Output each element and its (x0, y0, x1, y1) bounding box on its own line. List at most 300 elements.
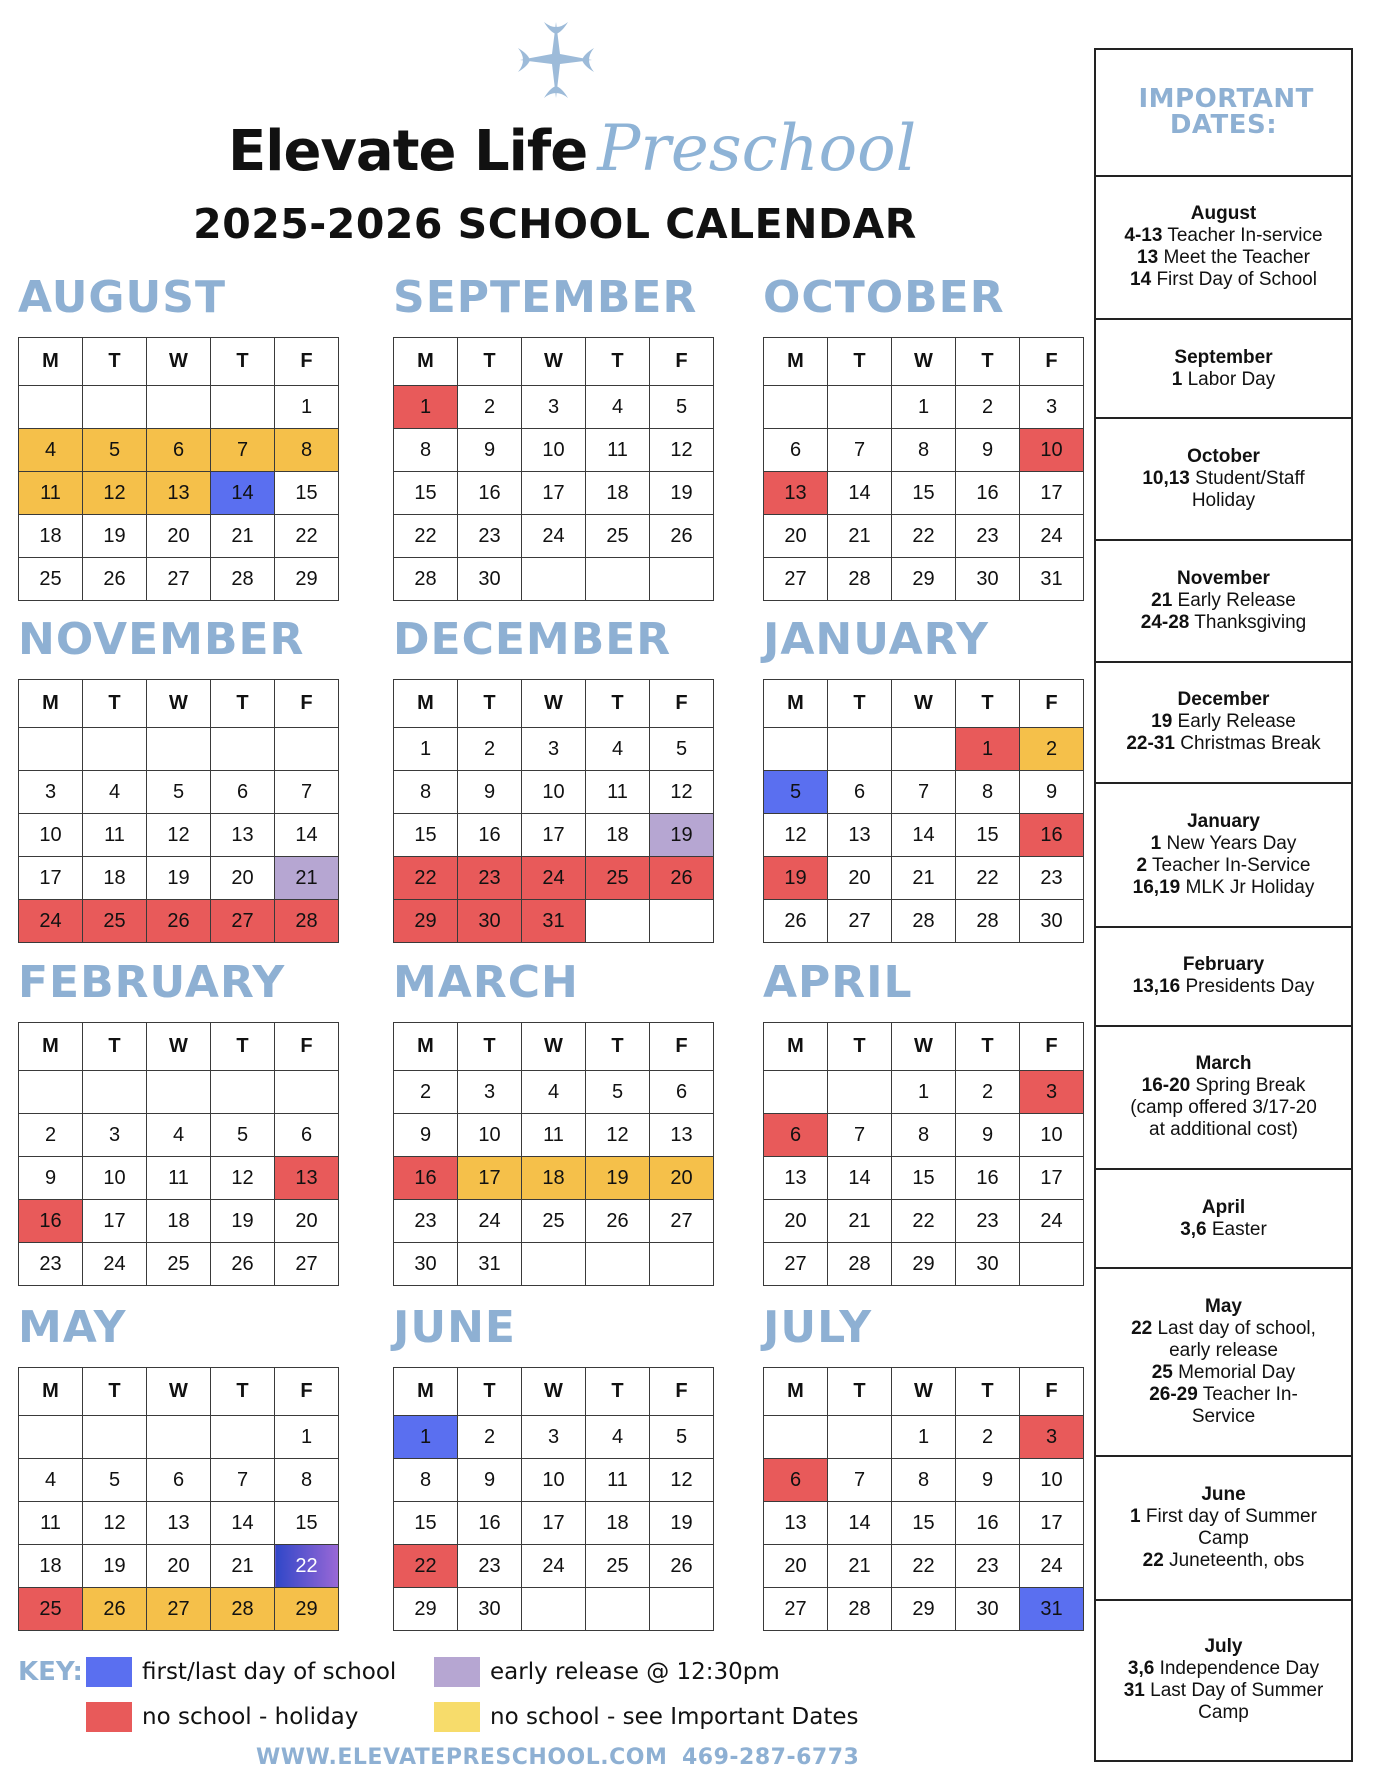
week-row (764, 1071, 1084, 1114)
week-row (19, 1200, 339, 1243)
day-cell: 24 (522, 1545, 586, 1588)
important-dates-april (1096, 1170, 1351, 1269)
week-row (19, 1588, 339, 1631)
day-cell: 20 (828, 857, 892, 900)
day-cell: 19 (764, 857, 828, 900)
day-cell: 25 (586, 1545, 650, 1588)
important-date-days: 13,16 (1132, 976, 1181, 998)
day-cell: 13 (764, 472, 828, 515)
day-cell: 11 (147, 1157, 211, 1200)
day-cell: 7 (828, 1114, 892, 1157)
day-cell: 21 (211, 1545, 275, 1588)
important-date-text: Camp (1198, 1702, 1249, 1724)
day-cell: 13 (147, 472, 211, 515)
key-text-early: early release @ 12:30pm (490, 1659, 780, 1685)
weekday-header-row (394, 680, 714, 728)
day-cell: 1 (394, 386, 458, 429)
empty-cell (275, 728, 339, 771)
month-table-august (18, 337, 339, 601)
day-cell: 10 (522, 771, 586, 814)
month-title-may: MAY (18, 1302, 127, 1353)
important-dates-august (1096, 177, 1351, 320)
day-cell: 24 (1020, 1200, 1084, 1243)
weekday-header-row (19, 680, 339, 728)
important-date-text: Memorial Day (1172, 1362, 1296, 1384)
day-cell: 20 (211, 857, 275, 900)
week-row (394, 857, 714, 900)
day-cell: 10 (83, 1157, 147, 1200)
empty-cell (586, 1588, 650, 1631)
day-cell: 23 (458, 515, 522, 558)
weekday-header: T (828, 338, 892, 386)
weekday-header-row (394, 338, 714, 386)
empty-cell (522, 1588, 586, 1631)
empty-cell (83, 1416, 147, 1459)
day-cell: 8 (892, 1459, 956, 1502)
weekday-header: F (275, 680, 339, 728)
cross-logo-icon (514, 18, 598, 102)
important-date-text: Teacher In-service (1162, 225, 1323, 247)
day-cell: 27 (828, 900, 892, 943)
day-cell: 8 (892, 429, 956, 472)
important-month-title: July (1204, 1636, 1243, 1658)
day-cell: 18 (586, 472, 650, 515)
day-cell: 26 (83, 558, 147, 601)
day-cell: 26 (211, 1243, 275, 1286)
empty-cell (19, 1071, 83, 1114)
important-date-line (1198, 1528, 1249, 1550)
day-cell: 30 (1020, 900, 1084, 943)
weekday-header: W (892, 1023, 956, 1071)
week-row (394, 472, 714, 515)
weekday-header: T (586, 1368, 650, 1416)
week-row (19, 1416, 339, 1459)
weekday-header: T (83, 680, 147, 728)
day-cell: 8 (275, 429, 339, 472)
day-cell: 5 (147, 771, 211, 814)
weekday-header: M (19, 338, 83, 386)
weekday-header: T (211, 1023, 275, 1071)
day-cell: 23 (1020, 857, 1084, 900)
day-cell: 22 (394, 857, 458, 900)
day-cell: 5 (211, 1114, 275, 1157)
month-table-may (18, 1367, 339, 1631)
day-cell: 17 (522, 472, 586, 515)
empty-cell (650, 1243, 714, 1286)
week-row (19, 1243, 339, 1286)
day-cell: 22 (892, 1545, 956, 1588)
weekday-header: W (147, 1368, 211, 1416)
day-cell: 8 (394, 429, 458, 472)
day-cell: 16 (458, 814, 522, 857)
important-date-days: 1 (1171, 368, 1183, 390)
day-cell: 28 (211, 558, 275, 601)
day-cell: 4 (19, 1459, 83, 1502)
important-date-line (1151, 711, 1296, 733)
day-cell: 13 (828, 814, 892, 857)
day-cell: 3 (522, 386, 586, 429)
day-cell: 16 (956, 472, 1020, 515)
important-dates-january (1096, 784, 1351, 927)
week-row (19, 386, 339, 429)
day-cell: 22 (394, 515, 458, 558)
empty-cell (211, 1071, 275, 1114)
important-date-text: Easter (1206, 1218, 1267, 1240)
important-date-days: 2 (1136, 855, 1148, 877)
day-cell: 28 (394, 558, 458, 601)
weekday-header: F (650, 680, 714, 728)
day-cell: 22 (275, 515, 339, 558)
day-cell: 11 (19, 472, 83, 515)
day-cell: 15 (892, 472, 956, 515)
weekday-header: F (650, 1368, 714, 1416)
important-month-title: May (1205, 1296, 1242, 1318)
day-cell: 15 (892, 1502, 956, 1545)
important-date-text: Early Release (1172, 589, 1296, 611)
week-row (764, 1157, 1084, 1200)
important-date-text: Student/Staff (1189, 467, 1305, 489)
weekday-header: T (458, 680, 522, 728)
day-cell: 12 (650, 771, 714, 814)
day-cell: 7 (828, 1459, 892, 1502)
day-cell: 18 (586, 1502, 650, 1545)
day-cell: 20 (147, 1545, 211, 1588)
important-date-text: Labor Day (1182, 368, 1276, 390)
weekday-header: M (764, 1023, 828, 1071)
day-cell: 9 (19, 1157, 83, 1200)
important-date-days: 25 (1151, 1362, 1173, 1384)
day-cell: 5 (764, 771, 828, 814)
important-date-line (1143, 1550, 1305, 1572)
weekday-header: T (458, 338, 522, 386)
week-row (19, 1502, 339, 1545)
important-date-line (1142, 468, 1304, 490)
day-cell: 9 (956, 1114, 1020, 1157)
day-cell: 28 (275, 900, 339, 943)
day-cell: 6 (147, 1459, 211, 1502)
important-date-text: early release (1169, 1340, 1278, 1362)
month-table-september (393, 337, 714, 601)
weekday-header: T (828, 1368, 892, 1416)
weekday-header-row (764, 338, 1084, 386)
month-table-march (393, 1022, 714, 1286)
day-cell: 21 (275, 857, 339, 900)
day-cell: 27 (275, 1243, 339, 1286)
day-cell: 5 (650, 1416, 714, 1459)
week-row (19, 472, 339, 515)
day-cell: 17 (1020, 1502, 1084, 1545)
day-cell: 20 (764, 1545, 828, 1588)
weekday-header: W (147, 680, 211, 728)
week-row (764, 1114, 1084, 1157)
weekday-header-row (394, 1368, 714, 1416)
month-table-april (763, 1022, 1084, 1286)
key-item-important (434, 1702, 859, 1732)
weekday-header: T (83, 1023, 147, 1071)
day-cell: 15 (275, 1502, 339, 1545)
week-row (19, 1545, 339, 1588)
day-cell: 12 (83, 472, 147, 515)
day-cell: 6 (764, 1114, 828, 1157)
day-cell: 7 (211, 1459, 275, 1502)
important-date-days: 1 (1150, 833, 1162, 855)
important-date-line (1130, 269, 1317, 291)
day-cell: 12 (83, 1502, 147, 1545)
weekday-header: M (764, 1368, 828, 1416)
weekday-header: M (764, 338, 828, 386)
day-cell: 9 (458, 771, 522, 814)
week-row (394, 900, 714, 943)
day-cell: 11 (586, 771, 650, 814)
day-cell: 25 (19, 1588, 83, 1631)
weekday-header: W (892, 680, 956, 728)
important-date-line (1130, 1097, 1317, 1119)
weekday-header: T (828, 1023, 892, 1071)
empty-cell (83, 1071, 147, 1114)
day-cell: 3 (19, 771, 83, 814)
day-cell: 5 (650, 728, 714, 771)
week-row (19, 771, 339, 814)
important-date-days: 24-28 (1140, 611, 1190, 633)
important-dates-november (1096, 541, 1351, 663)
important-date-text: Service (1191, 1406, 1256, 1428)
week-row (394, 429, 714, 472)
week-row (764, 900, 1084, 943)
empty-cell (586, 900, 650, 943)
week-row (19, 814, 339, 857)
important-date-days: 22-31 (1126, 733, 1175, 755)
month-title-november: NOVEMBER (18, 614, 305, 665)
day-cell: 17 (19, 857, 83, 900)
day-cell: 28 (828, 1243, 892, 1286)
key-item-holiday (86, 1702, 358, 1732)
day-cell: 4 (83, 771, 147, 814)
empty-cell (650, 900, 714, 943)
month-table-january (763, 679, 1084, 943)
week-row (19, 515, 339, 558)
month-table-july (763, 1367, 1084, 1631)
empty-cell (764, 1071, 828, 1114)
important-date-text: Independence Day (1154, 1658, 1320, 1680)
week-row (394, 1071, 714, 1114)
month-table-june (393, 1367, 714, 1631)
day-cell: 11 (586, 1459, 650, 1502)
week-row (764, 1459, 1084, 1502)
brand-main: Elevate Life (228, 119, 588, 184)
week-row (764, 1502, 1084, 1545)
weekday-header: W (522, 680, 586, 728)
day-cell: 26 (650, 857, 714, 900)
week-row (764, 515, 1084, 558)
key-item-early-release (434, 1657, 780, 1687)
weekday-header: T (828, 680, 892, 728)
important-date-line (1149, 1119, 1298, 1141)
day-cell: 29 (892, 1588, 956, 1631)
month-title-april: APRIL (763, 957, 913, 1008)
day-cell: 23 (458, 857, 522, 900)
important-date-text: Camp (1198, 1527, 1249, 1549)
footer-website[interactable]: WWW.ELEVATEPRESCHOOL.COM (256, 1745, 668, 1770)
day-cell: 9 (458, 1459, 522, 1502)
day-cell: 5 (650, 386, 714, 429)
day-cell: 14 (892, 814, 956, 857)
empty-cell (211, 386, 275, 429)
important-dates-march (1096, 1027, 1351, 1170)
day-cell: 21 (828, 1545, 892, 1588)
month-title-february: FEBRUARY (18, 957, 286, 1008)
day-cell: 2 (458, 1416, 522, 1459)
empty-cell (892, 728, 956, 771)
weekday-header: F (650, 1023, 714, 1071)
important-month-title: February (1182, 954, 1265, 976)
weekday-header: T (956, 1023, 1020, 1071)
important-date-days: 22 (1131, 1318, 1153, 1340)
important-date-days: 3,6 (1127, 1658, 1155, 1680)
day-cell: 29 (892, 558, 956, 601)
weekday-header: T (586, 338, 650, 386)
day-cell: 3 (458, 1071, 522, 1114)
weekday-header-row (764, 1368, 1084, 1416)
month-title-january: JANUARY (763, 614, 990, 665)
weekday-header: F (1020, 1368, 1084, 1416)
day-cell: 17 (1020, 472, 1084, 515)
day-cell: 18 (586, 814, 650, 857)
week-row (764, 814, 1084, 857)
day-cell: 12 (764, 814, 828, 857)
important-date-days: 14 (1130, 269, 1152, 291)
important-date-line (1141, 612, 1307, 634)
day-cell: 9 (956, 1459, 1020, 1502)
day-cell: 30 (458, 1588, 522, 1631)
day-cell: 29 (394, 1588, 458, 1631)
weekday-header: W (522, 338, 586, 386)
day-cell: 12 (147, 814, 211, 857)
important-date-days: 21 (1151, 589, 1173, 611)
day-cell: 3 (1020, 1071, 1084, 1114)
important-date-line (1130, 1506, 1317, 1528)
important-date-text: at additional cost) (1149, 1119, 1298, 1141)
day-cell: 26 (764, 900, 828, 943)
empty-cell (828, 728, 892, 771)
day-cell: 24 (1020, 1545, 1084, 1588)
key-text-holiday: no school - holiday (142, 1704, 359, 1730)
important-dates-september (1096, 320, 1351, 419)
week-row (19, 857, 339, 900)
important-date-line (1169, 1340, 1278, 1362)
week-row (764, 1416, 1084, 1459)
day-cell: 6 (764, 429, 828, 472)
weekday-header: W (892, 338, 956, 386)
day-cell: 17 (522, 814, 586, 857)
important-date-text: MLK Jr Holiday (1180, 877, 1315, 899)
important-date-text: First day of Summer (1140, 1505, 1317, 1527)
day-cell: 19 (650, 814, 714, 857)
empty-cell (147, 728, 211, 771)
day-cell: 8 (275, 1459, 339, 1502)
day-cell: 26 (586, 1200, 650, 1243)
important-date-days: 16,19 (1132, 877, 1181, 899)
day-cell: 23 (956, 515, 1020, 558)
day-cell: 28 (956, 900, 1020, 943)
empty-cell (764, 386, 828, 429)
important-date-line (1152, 1362, 1296, 1384)
weekday-header: T (586, 680, 650, 728)
important-date-text: Christmas Break (1174, 733, 1321, 755)
week-row (394, 1459, 714, 1502)
month-table-november (18, 679, 339, 943)
important-date-text: Spring Break (1190, 1075, 1306, 1097)
empty-cell (828, 1071, 892, 1114)
empty-cell (586, 1243, 650, 1286)
day-cell: 27 (147, 558, 211, 601)
day-cell: 4 (522, 1071, 586, 1114)
brand-script: Preschool (597, 112, 917, 186)
day-cell: 9 (394, 1114, 458, 1157)
day-cell: 5 (586, 1071, 650, 1114)
important-date-days: 26-29 (1149, 1384, 1198, 1406)
empty-cell (19, 386, 83, 429)
empty-cell (1020, 1243, 1084, 1286)
week-row (394, 814, 714, 857)
important-date-days: 4-13 (1124, 225, 1163, 247)
day-cell: 13 (764, 1157, 828, 1200)
day-cell: 2 (19, 1114, 83, 1157)
day-cell: 11 (83, 814, 147, 857)
important-dates-heading-box (1096, 50, 1351, 177)
day-cell: 24 (522, 515, 586, 558)
week-row (394, 1416, 714, 1459)
empty-cell (83, 728, 147, 771)
day-cell: 29 (275, 1588, 339, 1631)
month-title-june: JUNE (393, 1302, 516, 1353)
empty-cell (211, 728, 275, 771)
week-row (764, 857, 1084, 900)
day-cell: 10 (1020, 429, 1084, 472)
important-date-line (1149, 1384, 1298, 1406)
day-cell: 1 (275, 386, 339, 429)
day-cell: 22 (275, 1545, 339, 1588)
day-cell: 31 (522, 900, 586, 943)
weekday-header: F (1020, 1023, 1084, 1071)
weekday-header: M (394, 338, 458, 386)
day-cell: 19 (650, 1502, 714, 1545)
important-date-text: Last day of school, (1152, 1318, 1316, 1340)
empty-cell (147, 1071, 211, 1114)
weekday-header-row (19, 1023, 339, 1071)
brand-logo (228, 112, 916, 192)
weekday-header: F (275, 1368, 339, 1416)
day-cell: 10 (19, 814, 83, 857)
day-cell: 15 (275, 472, 339, 515)
empty-cell (650, 558, 714, 601)
footer-phone: 469-287-6773 (682, 1745, 860, 1770)
day-cell: 30 (394, 1243, 458, 1286)
month-table-december (393, 679, 714, 943)
month-title-october: OCTOBER (763, 272, 1005, 323)
day-cell: 6 (211, 771, 275, 814)
important-date-text: Early Release (1172, 711, 1296, 733)
weekday-header: W (522, 1023, 586, 1071)
day-cell: 30 (956, 1588, 1020, 1631)
week-row (19, 900, 339, 943)
key-swatch-first (86, 1657, 132, 1687)
day-cell: 22 (892, 1200, 956, 1243)
day-cell: 14 (828, 1502, 892, 1545)
week-row (394, 1200, 714, 1243)
week-row (19, 1071, 339, 1114)
key-swatch-important (434, 1702, 480, 1732)
day-cell: 4 (147, 1114, 211, 1157)
